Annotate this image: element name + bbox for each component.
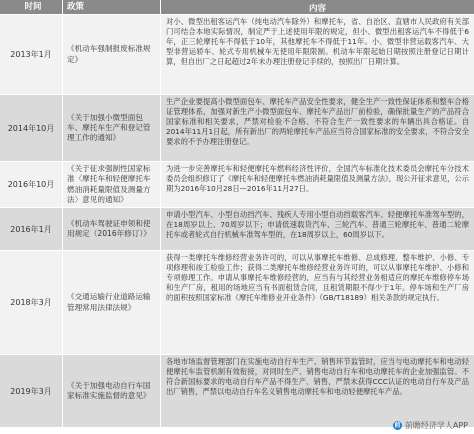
row-policy: 《关于征求强制性国家标准〈摩托车和轻便摩托车燃油消耗量限值及测量方法〉意见的通知》 [62,162,160,207]
table-row [0,355,474,428]
row-content: 获得一类摩托车维修经营业务许可的，可以从事摩托车维修、总成修理、整车维护、小修、专项修理和竣工检验工作；获得二类摩托车维修经营业务许可的，可以从事摩托车维护、小修和专项修理工作。申请从事摩托车维修经营的，应当有与其经营业务相适应的摩托车维修停车场和生产厂房，租用的场地应当有书面租赁合同，且租赁期限不得少于1年。停车场和生产厂房的面积按照国家标准《摩托车维修业开业条件》（GB/T18189）相关条款的规定执行。 [160,251,474,354]
footer-credit [393,420,468,431]
row-policy: 《机动车强制报废标准规定》 [62,15,160,94]
row-time: 2014年10月 [7,123,55,133]
row-policy: 《关于加强电动自行车国家标准实施监督的意见》 [62,355,160,427]
table-row [0,208,474,251]
row-policy: 《交通运输行业道路运输管理常用法律法规》 [62,251,160,354]
row-time: 2016年1月 [10,224,52,234]
row-time: 2013年1月 [10,50,52,59]
row-content: 各地市场监督管理部门在实施电动自行车生产、销售环节监管时，应当与电动摩托车和电动轻便摩托车监管机制有效衔接，对同时生产、销售电动自行车和电动摩托车的企业加强监管。不符合新国标要求的电动自行车产品不得生产、销售，严禁未获得CCC认证的电动自行车及产品出厂销售，严禁以电动自行车名义销售电动摩托车和电动轻便摩托车产品。 [160,355,474,427]
table-row [0,251,474,355]
row-policy: 《机动车驾驶证申领和使用规定（2016年修订）》 [62,208,160,250]
row-content: 对小、微型出租客运汽车（纯电动汽车除外）和摩托车，省、自治区、直辖市人民政府有关部门可结合本地实际情况，制定严于上述使用年限的规定，但小、微型出租客运汽车不得低于6年，正三轮摩托车不得低于10年，其他摩托车不得低于11年。小、微型非营运载客汽车、大型非营运轿车、轮式专用机械车无使用年限限制。机动车年限起始日期按照注册登记日期计算，但自出厂之日起超过2年未办理注册登记手续的，按照出厂日期计算。 [160,15,474,94]
table-header [0,0,474,15]
row-policy: 《关于加强小微型面包车、摩托车生产和登记管理工作的通知》 [62,95,160,161]
row-content: 申请小型汽车、小型自动挡汽车、残疾人专用小型自动挡载客汽车、轻便摩托车准驾车型的，在18周岁以上、70周岁以下；申请低速载货汽车、三轮汽车、普通三轮摩托车、普通二轮摩托车或者轮式自行机械车准驾车型的，在18周岁以上，60周岁以下。 [160,208,474,250]
qianzhan-logo-icon: 前 [394,422,401,429]
header-time: 时间 [24,2,42,12]
table-row [0,15,474,95]
header-policy: 政策 [62,0,160,14]
table-row [0,95,474,162]
header-content: 内容 [160,0,474,14]
row-time: 2018年3月 [10,298,52,307]
footer-credit-text: 前瞻经济学人APP [404,421,468,430]
row-content: 为进一步完善摩托车和轻便摩托车燃料经济性评价，全国汽车标准化技术委员会摩托车分技术委员会组织修订了《摩托车和轻便摩托车燃油消耗量限值及测量方法》，现公开征求意见，公示期为2016年10月28日—2016年11月27日。 [160,162,474,207]
table-row [0,162,474,208]
row-time: 2019年3月 [10,386,52,396]
row-content: 生产企业要提高小微型面包车、摩托车产品安全性要求，健全生产一致性保证体系和整车合格证管理体系，加强对新生产小微型面包车、摩托车产品出厂前检验，确保批量生产的产品符合国家标准和相关要求，严禁对检验不合格、不符合生产一致性要求的车辆出具合格证。自2014年11月1日起，所有新出厂的两轮摩托车产品应当符合国家标准的安全要求，不符合安全要求的不予办理注册登记。 [160,95,474,161]
row-time: 2016年10月 [7,180,55,189]
